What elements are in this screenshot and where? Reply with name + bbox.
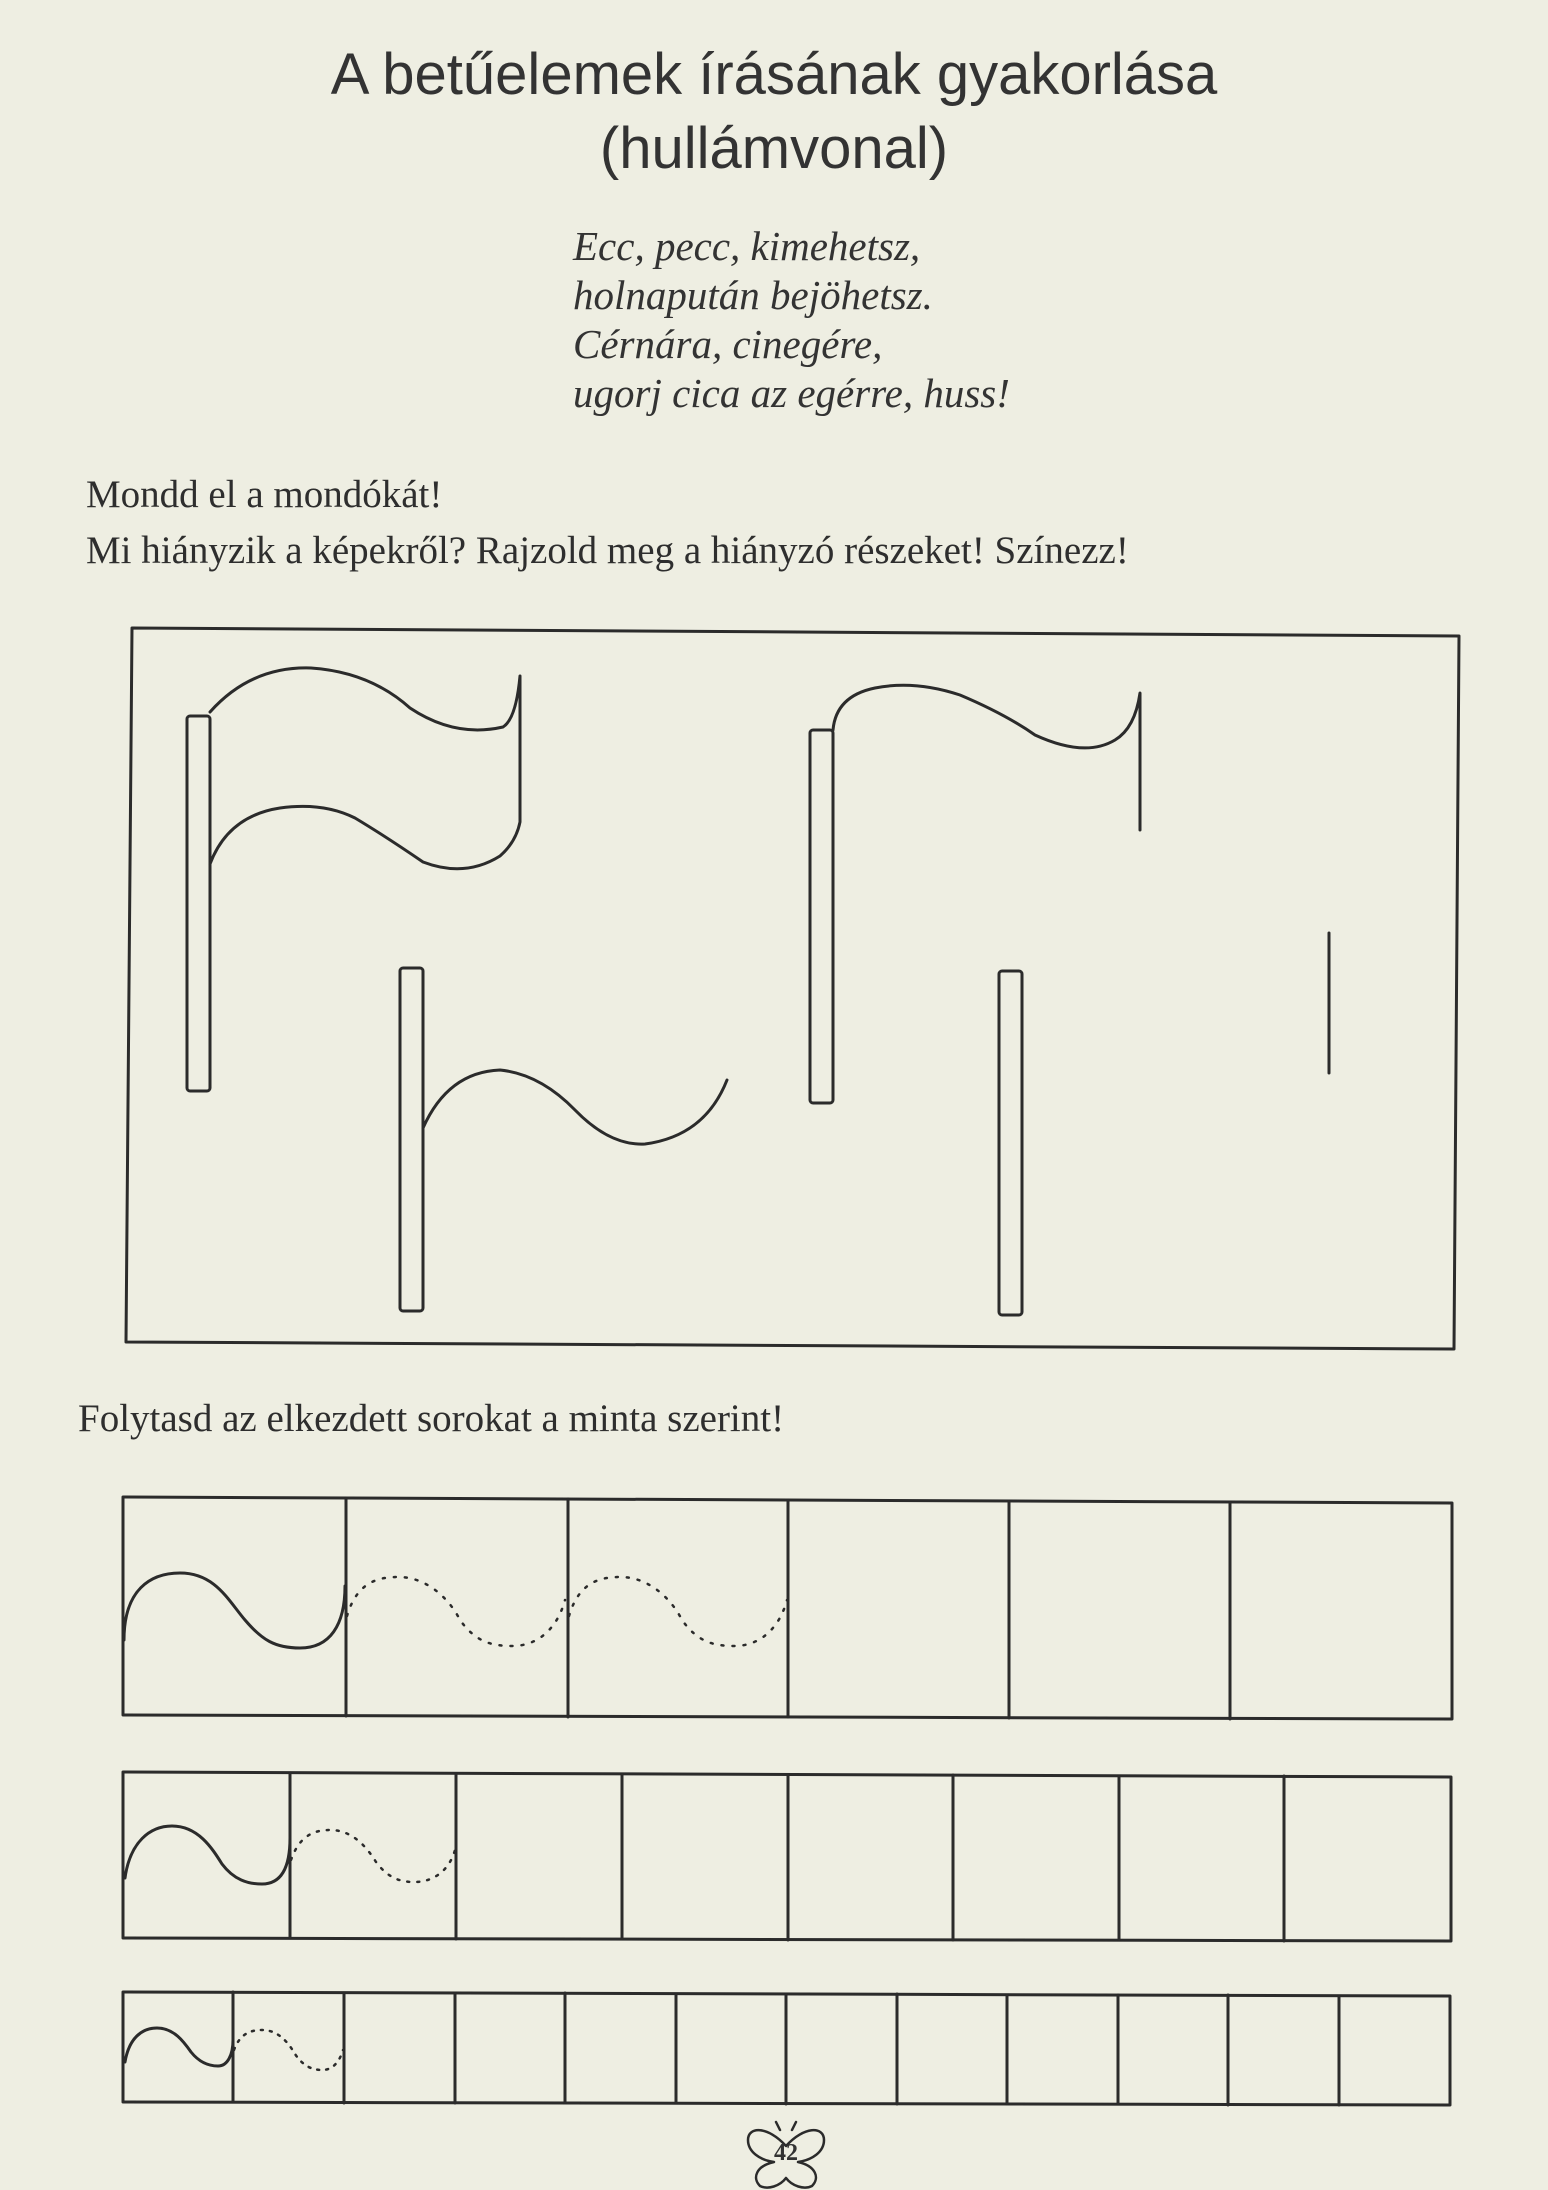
- rhyme-line: ugorj cica az egérre, huss!: [573, 370, 1010, 416]
- instruction-line: Mi hiányzik a képekről? Rajzold meg a hiányzó részeket! Színezz!: [86, 529, 1129, 572]
- flag-cloth: [210, 668, 520, 869]
- flag-complete: [187, 668, 520, 1091]
- sample-wave: [124, 1573, 345, 1648]
- exercise-row-1: [123, 1497, 1452, 1719]
- flag-picture-frame: [126, 628, 1459, 1349]
- sample-wave: [125, 1826, 290, 1884]
- flag-pole-only: [999, 971, 1022, 1315]
- dotted-wave: [291, 1830, 455, 1882]
- dotted-wave: [347, 1577, 565, 1646]
- dotted-wave: [234, 2030, 343, 2070]
- flag-pole: [810, 730, 833, 1103]
- sample-wave: [125, 2028, 233, 2066]
- flag-pole: [187, 716, 210, 1091]
- flag-incomplete-top: [810, 685, 1140, 1103]
- title-line-2: (hullámvonal): [599, 116, 949, 181]
- flag-pole: [400, 968, 423, 1311]
- flag-incomplete-wave: [400, 968, 727, 1311]
- exercise-row-3: [123, 1992, 1450, 2105]
- rhyme-line: Ecc, pecc, kimehetsz,: [573, 223, 921, 269]
- flag-cloth-partial: [423, 1070, 727, 1144]
- dotted-wave: [569, 1577, 787, 1646]
- exercise-row-2: [123, 1772, 1451, 1941]
- title-line-1: A betűelemek írásának gyakorlása: [330, 42, 1218, 107]
- rhyme-line: holnapután bejöhetsz.: [573, 272, 933, 318]
- page-number: 42: [774, 2140, 798, 2166]
- flag-cloth-partial: [833, 685, 1140, 830]
- instructions-second: Folytasd az elkezdett sorokat a minta szerint!: [78, 1397, 785, 1440]
- rhyme-line: Cérnára, cinegére,: [573, 321, 883, 367]
- instruction-line: Mondd el a mondókát!: [86, 473, 443, 516]
